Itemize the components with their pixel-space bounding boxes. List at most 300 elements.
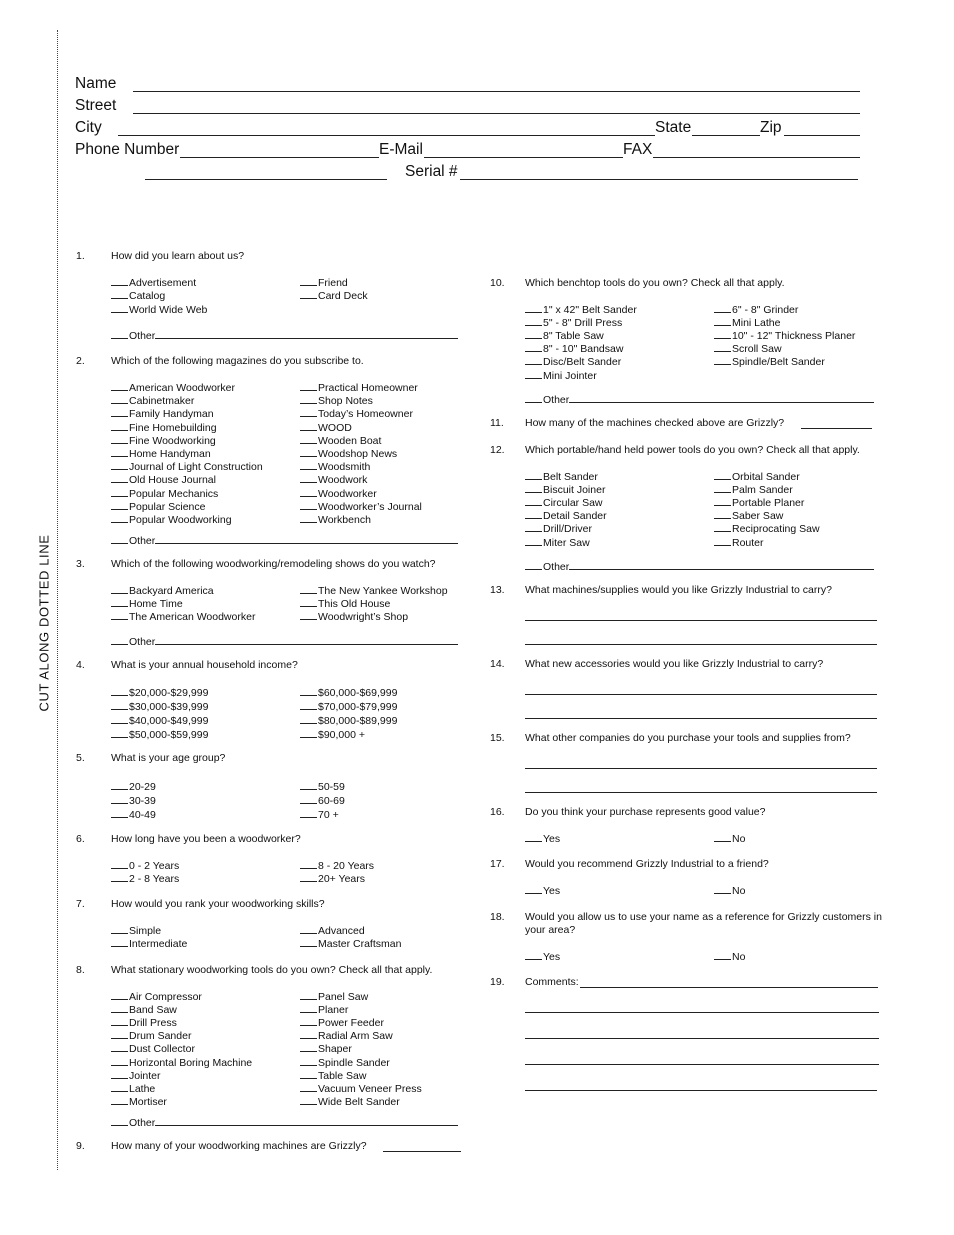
checkbox-blank[interactable] xyxy=(300,1082,317,1092)
comments-line-1[interactable] xyxy=(580,987,878,988)
q1-option[interactable] xyxy=(300,289,368,303)
q10-option[interactable] xyxy=(525,355,621,369)
q18-option[interactable] xyxy=(525,950,560,964)
option-label: 2 - 8 Years xyxy=(129,873,180,885)
q12-option[interactable] xyxy=(714,470,800,484)
q4-option[interactable] xyxy=(300,714,397,728)
checkbox-blank[interactable] xyxy=(111,937,128,947)
q15-answer-line-2[interactable] xyxy=(525,792,877,793)
q2-option[interactable] xyxy=(111,487,218,501)
q2-option[interactable] xyxy=(111,381,235,395)
option-label: Table Saw xyxy=(318,1070,367,1082)
q12-option[interactable] xyxy=(525,536,590,550)
option-label: 30-39 xyxy=(129,795,156,807)
option-label: Dust Collector xyxy=(129,1043,195,1055)
checkbox-blank[interactable] xyxy=(300,937,317,947)
q8-option[interactable] xyxy=(111,1082,155,1096)
q7-option[interactable] xyxy=(111,924,161,938)
checkbox-blank[interactable] xyxy=(300,794,317,804)
option-label: $90,000 + xyxy=(318,729,366,741)
option-label: Card Deck xyxy=(318,290,368,302)
option-label: Intermediate xyxy=(129,938,188,950)
checkbox-blank[interactable] xyxy=(111,859,128,869)
checkbox-blank[interactable] xyxy=(525,393,542,403)
q2-option[interactable] xyxy=(111,434,216,448)
option-label: Drill Press xyxy=(129,1017,177,1029)
q2-option[interactable] xyxy=(111,500,205,514)
comments-line-5[interactable] xyxy=(525,1090,877,1091)
q4-option[interactable] xyxy=(300,700,397,714)
checkbox-blank[interactable] xyxy=(525,884,542,894)
checkbox-blank[interactable] xyxy=(300,381,317,391)
option-label: Yes xyxy=(543,885,561,897)
q13-answer-line-2[interactable] xyxy=(525,644,877,645)
q4-option[interactable] xyxy=(111,686,208,700)
option-label: Advertisement xyxy=(129,277,197,289)
option-label: $70,000-$79,999 xyxy=(318,701,398,713)
q12-option[interactable] xyxy=(525,509,607,523)
q11-answer-line[interactable] xyxy=(801,428,872,429)
checkbox-blank[interactable] xyxy=(111,635,128,645)
q12-option[interactable] xyxy=(525,470,598,484)
q16-option[interactable] xyxy=(714,832,745,846)
q8-option[interactable] xyxy=(111,1069,161,1083)
option-label: Jointer xyxy=(129,1070,161,1082)
checkbox-blank[interactable] xyxy=(300,780,317,790)
checkbox-blank[interactable] xyxy=(714,832,731,842)
q2-option[interactable] xyxy=(111,421,217,435)
checkbox-blank[interactable] xyxy=(714,950,731,960)
q4-option[interactable] xyxy=(111,700,208,714)
q2-option[interactable] xyxy=(300,421,352,435)
checkbox-blank[interactable] xyxy=(300,394,317,404)
checkbox-blank[interactable] xyxy=(300,610,317,620)
checkbox-blank[interactable] xyxy=(300,500,317,510)
q8-option[interactable] xyxy=(111,1029,191,1043)
checkbox-blank[interactable] xyxy=(111,700,128,710)
q8-option[interactable] xyxy=(300,1069,366,1083)
checkbox-blank[interactable] xyxy=(111,1016,128,1026)
checkbox-blank[interactable] xyxy=(111,289,128,299)
checkbox-blank[interactable] xyxy=(714,509,731,519)
q12-option[interactable] xyxy=(525,496,603,510)
q8-option[interactable] xyxy=(300,1016,384,1030)
q6-option[interactable] xyxy=(111,872,179,886)
checkbox-blank[interactable] xyxy=(525,950,542,960)
option-label: 60-69 xyxy=(318,795,345,807)
option-label: 10" - 12" Thickness Planer xyxy=(732,330,856,342)
other-label: Other xyxy=(543,394,570,406)
q7-option[interactable] xyxy=(111,937,187,951)
q8-option[interactable] xyxy=(111,1003,177,1017)
q1-option[interactable] xyxy=(111,289,165,303)
checkbox-blank[interactable] xyxy=(111,808,128,818)
checkbox-blank[interactable] xyxy=(111,597,128,607)
q8-option[interactable] xyxy=(300,1003,348,1017)
q3-option[interactable] xyxy=(300,597,390,611)
checkbox-blank[interactable] xyxy=(714,329,731,339)
q1-other[interactable] xyxy=(111,329,458,342)
checkbox-blank[interactable] xyxy=(300,473,317,483)
q2-option[interactable] xyxy=(300,434,381,448)
q6-option[interactable] xyxy=(300,872,365,886)
model-field[interactable] xyxy=(145,179,387,180)
q1-option[interactable] xyxy=(300,276,348,290)
state-field[interactable] xyxy=(692,135,760,136)
option-label: Vacuum Veneer Press xyxy=(318,1083,422,1095)
q18-option[interactable] xyxy=(714,950,745,964)
q2-option[interactable] xyxy=(111,407,214,421)
checkbox-blank[interactable] xyxy=(111,460,128,470)
q8-option[interactable] xyxy=(300,1095,400,1109)
q8-other[interactable] xyxy=(111,1116,458,1129)
q16-option[interactable] xyxy=(525,832,560,846)
phone-field[interactable] xyxy=(180,157,379,158)
q10-option[interactable] xyxy=(525,303,637,317)
fax-label: FAX xyxy=(623,141,653,158)
option-label: The American Woodworker xyxy=(129,611,256,623)
q12-other[interactable] xyxy=(525,560,874,573)
checkbox-blank[interactable] xyxy=(714,522,731,532)
other-answer-line[interactable] xyxy=(155,329,458,339)
option-label: Woodwright’s Shop xyxy=(318,611,409,623)
q1-option[interactable] xyxy=(111,276,196,290)
option-label: Miter Saw xyxy=(543,537,590,549)
checkbox-blank[interactable] xyxy=(714,536,731,546)
q4-option[interactable] xyxy=(300,728,365,742)
q8-option[interactable] xyxy=(300,1056,390,1070)
checkbox-blank[interactable] xyxy=(111,872,128,882)
checkbox-blank[interactable] xyxy=(111,500,128,510)
q2-option[interactable] xyxy=(111,447,211,461)
checkbox-blank[interactable] xyxy=(714,470,731,480)
q3-option[interactable] xyxy=(111,597,183,611)
checkbox-blank[interactable] xyxy=(300,700,317,710)
q10-option[interactable] xyxy=(714,355,825,369)
checkbox-blank[interactable] xyxy=(300,407,317,417)
other-label: Other xyxy=(543,561,570,573)
checkbox-blank[interactable] xyxy=(111,780,128,790)
checkbox-blank[interactable] xyxy=(111,434,128,444)
serial-field[interactable] xyxy=(460,179,858,180)
checkbox-blank[interactable] xyxy=(300,1003,317,1013)
option-label: No xyxy=(732,885,746,897)
checkbox-blank[interactable] xyxy=(300,289,317,299)
checkbox-blank[interactable] xyxy=(300,859,317,869)
checkbox-blank[interactable] xyxy=(525,496,542,506)
q2-option[interactable] xyxy=(300,473,367,487)
q5-option[interactable] xyxy=(111,780,156,794)
q17-option[interactable] xyxy=(714,884,745,898)
email-label: E-Mail xyxy=(379,141,423,158)
option-label: Mini Lathe xyxy=(732,317,781,329)
q4-option[interactable] xyxy=(111,714,208,728)
option-label: 40-49 xyxy=(129,809,156,821)
zip-field[interactable] xyxy=(784,135,860,136)
checkbox-blank[interactable] xyxy=(525,342,542,352)
option-label: 8 - 20 Years xyxy=(318,860,375,872)
q8-option[interactable] xyxy=(111,1016,177,1030)
q2-option[interactable] xyxy=(111,513,232,527)
q2-option[interactable] xyxy=(300,407,413,421)
checkbox-blank[interactable] xyxy=(300,1016,317,1026)
q3-other[interactable] xyxy=(111,635,458,648)
checkbox-blank[interactable] xyxy=(300,714,317,724)
q13-answer-line-1[interactable] xyxy=(525,620,877,621)
checkbox-blank[interactable] xyxy=(111,714,128,724)
option-label: Woodworker’s Journal xyxy=(318,501,422,513)
checkbox-blank[interactable] xyxy=(714,303,731,313)
q2-option[interactable] xyxy=(300,447,397,461)
q2-option[interactable] xyxy=(300,381,418,395)
checkbox-blank[interactable] xyxy=(714,355,731,365)
checkbox-blank[interactable] xyxy=(525,832,542,842)
q8-option[interactable] xyxy=(111,1095,167,1109)
q3-option[interactable] xyxy=(111,610,255,624)
q2-option[interactable] xyxy=(300,460,370,474)
q7-option[interactable] xyxy=(300,937,401,951)
checkbox-blank[interactable] xyxy=(111,990,128,1000)
checkbox-blank[interactable] xyxy=(111,473,128,483)
checkbox-blank[interactable] xyxy=(300,1056,317,1066)
option-label: Home Handyman xyxy=(129,448,211,460)
q8-option[interactable] xyxy=(111,1042,195,1056)
option-label: Workbench xyxy=(318,514,371,526)
option-label: 20+ Years xyxy=(318,873,366,885)
checkbox-blank[interactable] xyxy=(525,329,542,339)
q10-option[interactable] xyxy=(525,342,623,356)
q6-option[interactable] xyxy=(111,859,179,873)
checkbox-blank[interactable] xyxy=(525,369,542,379)
checkbox-blank[interactable] xyxy=(300,1069,317,1079)
other-label: Other xyxy=(129,636,156,648)
other-answer-line[interactable] xyxy=(569,560,874,570)
q10-option[interactable] xyxy=(525,316,622,330)
q10-option[interactable] xyxy=(714,316,780,330)
q2-option[interactable] xyxy=(111,460,263,474)
q8-option[interactable] xyxy=(300,1029,393,1043)
q10-option[interactable] xyxy=(714,342,782,356)
q4-option[interactable] xyxy=(300,686,397,700)
checkbox-blank[interactable] xyxy=(300,1095,317,1105)
option-label: Portable Planer xyxy=(732,497,805,509)
q7-option[interactable] xyxy=(300,924,365,938)
checkbox-blank[interactable] xyxy=(300,1042,317,1052)
option-label: Backyard America xyxy=(129,585,214,597)
option-label: American Woodworker xyxy=(129,382,236,394)
option-label: Popular Woodworking xyxy=(129,514,232,526)
checkbox-blank[interactable] xyxy=(300,513,317,523)
other-answer-line[interactable] xyxy=(155,534,458,544)
checkbox-blank[interactable] xyxy=(111,1116,128,1126)
option-label: Scroll Saw xyxy=(732,343,782,355)
q5-option[interactable] xyxy=(111,808,156,822)
q12-option[interactable] xyxy=(525,483,605,497)
comments-line-4[interactable] xyxy=(525,1064,879,1065)
option-label: Wooden Boat xyxy=(318,435,382,447)
option-label: Popular Mechanics xyxy=(129,488,219,500)
checkbox-blank[interactable] xyxy=(300,487,317,497)
checkbox-blank[interactable] xyxy=(111,794,128,804)
q12-option[interactable] xyxy=(714,509,783,523)
option-label: Popular Science xyxy=(129,501,206,513)
checkbox-blank[interactable] xyxy=(525,316,542,326)
q6-option[interactable] xyxy=(300,859,374,873)
q12-option[interactable] xyxy=(714,536,764,550)
q10-option[interactable] xyxy=(714,303,798,317)
q5-option[interactable] xyxy=(111,794,156,808)
checkbox-blank[interactable] xyxy=(111,1095,128,1105)
q12-option[interactable] xyxy=(714,496,804,510)
q2-option[interactable] xyxy=(300,500,422,514)
checkbox-blank[interactable] xyxy=(300,728,317,738)
option-label: $30,000-$39,999 xyxy=(129,701,209,713)
checkbox-blank[interactable] xyxy=(714,342,731,352)
option-label: Woodsmith xyxy=(318,461,371,473)
checkbox-blank[interactable] xyxy=(525,483,542,493)
checkbox-blank[interactable] xyxy=(300,1029,317,1039)
street-field[interactable] xyxy=(133,113,860,114)
checkbox-blank[interactable] xyxy=(525,303,542,313)
comments-line-2[interactable] xyxy=(525,1012,879,1013)
option-label: Friend xyxy=(318,277,348,289)
checkbox-blank[interactable] xyxy=(714,884,731,894)
q12-option[interactable] xyxy=(714,483,793,497)
checkbox-blank[interactable] xyxy=(111,1003,128,1013)
other-answer-line[interactable] xyxy=(155,635,458,645)
q5-option[interactable] xyxy=(300,794,345,808)
checkbox-blank[interactable] xyxy=(300,597,317,607)
q3-option[interactable] xyxy=(300,584,448,598)
checkbox-blank[interactable] xyxy=(525,470,542,480)
checkbox-blank[interactable] xyxy=(300,686,317,696)
option-label: Woodshop News xyxy=(318,448,398,460)
option-label: 20-29 xyxy=(129,781,156,793)
checkbox-blank[interactable] xyxy=(300,421,317,431)
checkbox-blank[interactable] xyxy=(525,536,542,546)
q8-option[interactable] xyxy=(111,990,202,1004)
checkbox-blank[interactable] xyxy=(300,434,317,444)
q14-answer-line-1[interactable] xyxy=(525,694,877,695)
q3-option[interactable] xyxy=(300,610,408,624)
checkbox-blank[interactable] xyxy=(525,355,542,365)
checkbox-blank[interactable] xyxy=(111,1029,128,1039)
q14-answer-line-2[interactable] xyxy=(525,718,877,719)
q2-option[interactable] xyxy=(300,394,373,408)
q2-option[interactable] xyxy=(111,394,194,408)
option-label: Journal of Light Construction xyxy=(129,461,263,473)
q8-option[interactable] xyxy=(300,1082,422,1096)
checkbox-blank[interactable] xyxy=(111,1056,128,1066)
q4-option[interactable] xyxy=(111,728,208,742)
checkbox-blank[interactable] xyxy=(111,728,128,738)
checkbox-blank[interactable] xyxy=(111,329,128,339)
q12-option[interactable] xyxy=(525,522,592,536)
checkbox-blank[interactable] xyxy=(111,487,128,497)
q8-option[interactable] xyxy=(300,1042,352,1056)
q5-option[interactable] xyxy=(300,808,339,822)
q15-answer-line-1[interactable] xyxy=(525,768,877,769)
checkbox-blank[interactable] xyxy=(300,584,317,594)
checkbox-blank[interactable] xyxy=(111,447,128,457)
checkbox-blank[interactable] xyxy=(300,447,317,457)
q2-option[interactable] xyxy=(300,487,377,501)
checkbox-blank[interactable] xyxy=(714,316,731,326)
checkbox-blank[interactable] xyxy=(111,407,128,417)
q10-option[interactable] xyxy=(714,329,855,343)
q1-option[interactable] xyxy=(111,303,207,317)
checkbox-blank[interactable] xyxy=(111,421,128,431)
q10-option[interactable] xyxy=(525,329,604,343)
q3-option[interactable] xyxy=(111,584,214,598)
q2-option[interactable] xyxy=(300,513,371,527)
checkbox-blank[interactable] xyxy=(300,872,317,882)
q10-option[interactable] xyxy=(525,369,597,383)
option-label: Saber Saw xyxy=(732,510,784,522)
q8-option[interactable] xyxy=(111,1056,252,1070)
q2-option[interactable] xyxy=(111,473,216,487)
city-field[interactable] xyxy=(118,135,655,136)
q8-option[interactable] xyxy=(300,990,368,1004)
checkbox-blank[interactable] xyxy=(525,522,542,532)
checkbox-blank[interactable] xyxy=(300,924,317,934)
checkbox-blank[interactable] xyxy=(525,560,542,570)
checkbox-blank[interactable] xyxy=(111,584,128,594)
checkbox-blank[interactable] xyxy=(111,610,128,620)
checkbox-blank[interactable] xyxy=(300,276,317,286)
option-label: $40,000-$49,999 xyxy=(129,715,209,727)
option-label: 8" - 10" Bandsaw xyxy=(543,343,624,355)
q2-other[interactable] xyxy=(111,534,458,547)
checkbox-blank[interactable] xyxy=(111,686,128,696)
email-field[interactable] xyxy=(424,157,623,158)
q10-other[interactable] xyxy=(525,393,874,406)
checkbox-blank[interactable] xyxy=(111,303,128,313)
checkbox-blank[interactable] xyxy=(111,276,128,286)
cut-along-dotted-line-label: CUT ALONG DOTTED LINE xyxy=(36,534,52,712)
checkbox-blank[interactable] xyxy=(300,808,317,818)
checkbox-blank[interactable] xyxy=(111,924,128,934)
option-label: Mortiser xyxy=(129,1096,167,1108)
checkbox-blank[interactable] xyxy=(111,513,128,523)
checkbox-blank[interactable] xyxy=(111,534,128,544)
checkbox-blank[interactable] xyxy=(714,496,731,506)
checkbox-blank[interactable] xyxy=(111,394,128,404)
other-answer-line[interactable] xyxy=(155,1116,458,1126)
name-label: Name xyxy=(75,75,117,92)
checkbox-blank[interactable] xyxy=(300,460,317,470)
checkbox-blank[interactable] xyxy=(111,1082,128,1092)
checkbox-blank[interactable] xyxy=(714,483,731,493)
other-answer-line[interactable] xyxy=(569,393,874,403)
checkbox-blank[interactable] xyxy=(525,509,542,519)
comments-line-3[interactable] xyxy=(525,1038,879,1039)
checkbox-blank[interactable] xyxy=(111,1069,128,1079)
q9-answer-line[interactable] xyxy=(383,1151,461,1152)
name-field[interactable] xyxy=(133,91,860,92)
q12-option[interactable] xyxy=(714,522,820,536)
q17-option[interactable] xyxy=(525,884,560,898)
other-label: Other xyxy=(129,1117,156,1129)
checkbox-blank[interactable] xyxy=(300,990,317,1000)
option-label: 6" - 8" Grinder xyxy=(732,304,799,316)
q5-option[interactable] xyxy=(300,780,345,794)
fax-field[interactable] xyxy=(653,157,860,158)
city-label: City xyxy=(75,119,102,136)
option-label: Drum Sander xyxy=(129,1030,192,1042)
checkbox-blank[interactable] xyxy=(111,381,128,391)
checkbox-blank[interactable] xyxy=(111,1042,128,1052)
